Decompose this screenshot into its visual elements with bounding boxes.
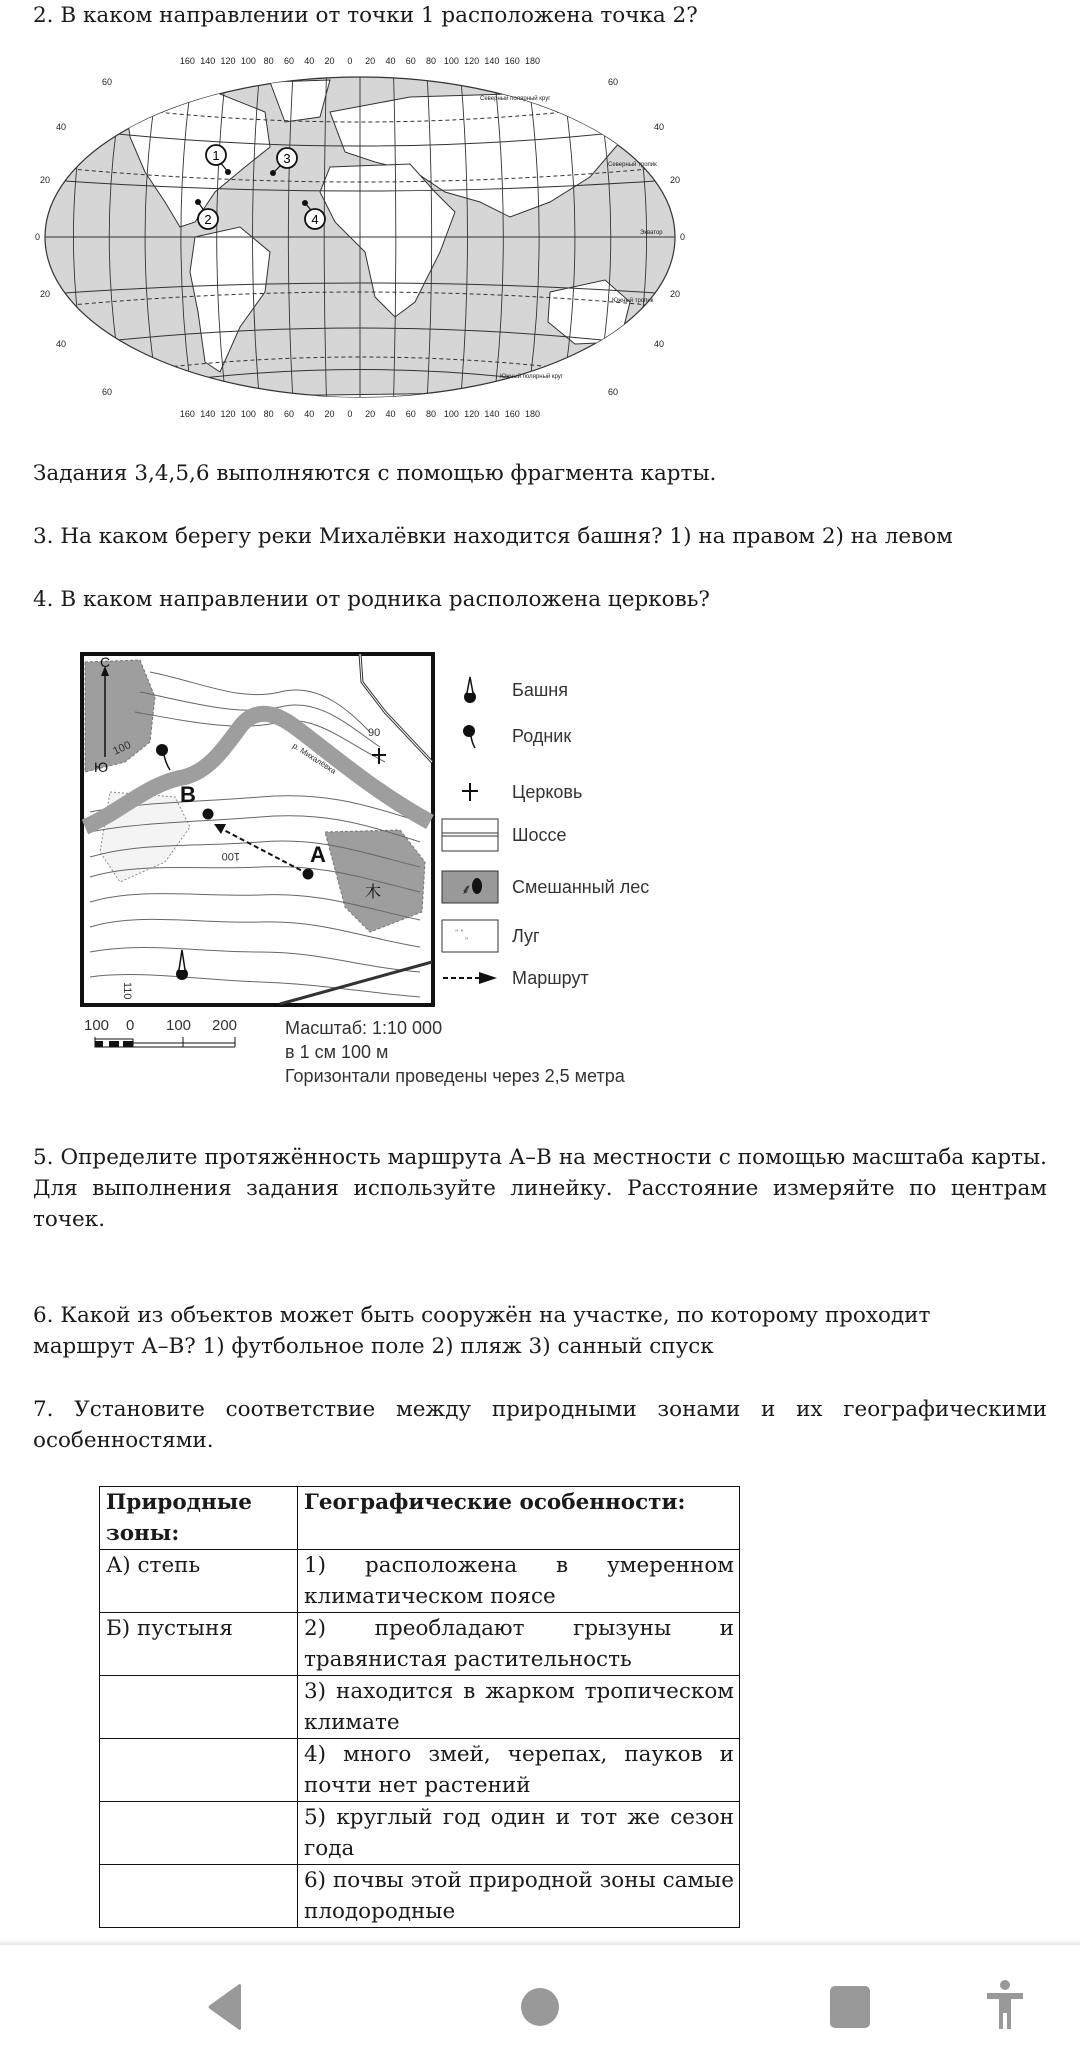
svg-text:0: 0	[126, 1017, 135, 1034]
latitude-label: 40	[653, 122, 664, 132]
latitude-label: 40	[653, 339, 664, 349]
table-header-row	[100, 1487, 740, 1550]
svg-text:3: 3	[283, 151, 291, 166]
question-5: 5. Определите протяжённость маршрута А–В на местности с помощью масштаба карты. Для выполнения задания используйте линейку. Расстояние измеряйте по центрам точек.	[33, 1145, 1047, 1232]
svg-text:200: 200	[212, 1017, 238, 1034]
longitude-label: 80	[426, 409, 437, 419]
legend-item-meadow: " " " Луг	[440, 918, 540, 954]
scale-cm: в 1 см 100 м	[285, 1042, 389, 1062]
longitude-label: 120	[464, 409, 480, 419]
longitude-label: 60	[405, 56, 416, 66]
table-row: 6) почвы этой природной зоны самые плодородные	[100, 1865, 740, 1928]
back-button[interactable]	[195, 1977, 255, 2037]
point-b-label: В	[180, 782, 196, 807]
longitude-label: 160	[504, 409, 520, 419]
question-4: 4. В каком направлении от родника расположена церковь?	[33, 587, 710, 612]
longitude-label: 160	[504, 56, 520, 66]
point-a-label: А	[310, 842, 326, 867]
longitude-label: 60	[283, 409, 294, 419]
svg-text:100: 100	[221, 850, 240, 862]
longitude-label: 20	[324, 56, 335, 66]
question-6-line-1: 6. Какой из объектов может быть сооружён на участке, по которому проходит	[33, 1303, 931, 1328]
question-6-line-2: маршрут А–В? 1) футбольное поле 2) пляж 3) санный спуск	[33, 1334, 714, 1359]
equator-label: Экватор	[640, 230, 663, 236]
legend-item-tower: Башня	[440, 672, 568, 708]
latitude-label: 60	[102, 387, 113, 397]
spring-icon	[460, 721, 480, 751]
route-arrow-icon	[441, 968, 499, 988]
bottom-longitude-labels	[180, 409, 540, 419]
highway-icon	[441, 818, 499, 852]
svg-text:1: 1	[212, 148, 220, 163]
longitude-label: 0	[347, 56, 353, 66]
accessibility-icon	[985, 1979, 1025, 2031]
tropic-north-label: Северный тропик	[608, 162, 657, 168]
top-longitude-labels	[180, 56, 540, 66]
longitude-label: 80	[263, 56, 274, 66]
longitude-label: 40	[385, 56, 396, 66]
tasks-note: Задания 3,4,5,6 выполняются с помощью фрагмента карты.	[33, 461, 717, 486]
accessibility-button[interactable]	[975, 1973, 1035, 2037]
question-7: 7. Установите соответствие между природными зонами и их географическими особенностями.	[33, 1397, 1047, 1453]
north-label: С	[100, 654, 111, 670]
latitude-label: 0	[35, 232, 41, 242]
longitude-label: 100	[240, 56, 256, 66]
recents-button[interactable]	[820, 1977, 880, 2037]
scale-bar	[80, 1015, 280, 1060]
zones-table	[99, 1486, 740, 1928]
system-navigation-bar	[0, 1945, 1080, 2061]
longitude-label: 120	[220, 409, 236, 419]
header-zones: Природные зоны:	[100, 1487, 298, 1550]
svg-text:100: 100	[166, 1017, 192, 1034]
antarctic-circle-label: Южный полярный круг	[500, 374, 563, 380]
latitude-label: 0	[679, 232, 685, 242]
table-row: 5) круглый год один и тот же сезон года	[100, 1802, 740, 1865]
latitude-label: 20	[40, 289, 51, 299]
longitude-label: 40	[304, 409, 315, 419]
home-button[interactable]	[510, 1977, 570, 2037]
question-2: 2. В каком направлении от точки 1 расположена точка 2?	[33, 3, 698, 28]
point-b-dot	[203, 809, 214, 820]
latitude-label: 40	[56, 339, 67, 349]
svg-text:100: 100	[84, 1017, 110, 1034]
table-row: Б) пустыня 2) преобладают грызуны и травянистая растительность	[100, 1613, 740, 1676]
longitude-label: 180	[525, 409, 541, 419]
longitude-label: 100	[240, 409, 256, 419]
longitude-label: 20	[365, 409, 376, 419]
longitude-label: 60	[283, 56, 294, 66]
table-row: А) степь 1) расположена в умеренном климатическом поясе	[100, 1550, 740, 1613]
tower-icon	[460, 675, 480, 705]
svg-text:4: 4	[311, 212, 319, 227]
longitude-label: 40	[385, 409, 396, 419]
longitude-label: 20	[365, 56, 376, 66]
map-legend	[440, 660, 690, 1005]
topographic-map	[80, 652, 435, 1007]
longitude-label: 140	[200, 56, 216, 66]
legend-item-mixed-forest: ⸙ Смешанный лес	[440, 869, 649, 905]
longitude-label: 140	[200, 409, 216, 419]
svg-text:" ": " "	[455, 929, 464, 937]
legend-item-highway: Шоссе	[440, 817, 567, 853]
arctic-circle-label: Северный полярный круг	[480, 96, 551, 102]
longitude-label: 120	[464, 56, 480, 66]
back-icon	[205, 1983, 245, 2031]
longitude-label: 80	[263, 409, 274, 419]
south-label: Ю	[94, 759, 109, 775]
church-icon	[460, 780, 480, 804]
latitude-label: 20	[669, 289, 680, 299]
longitude-label: 160	[179, 56, 195, 66]
longitude-label: 100	[443, 56, 459, 66]
header-features: Географические особенности:	[298, 1487, 740, 1550]
latitude-label: 60	[607, 387, 618, 397]
legend-item-spring: Родник	[440, 718, 571, 754]
svg-text:⸙: ⸙	[461, 882, 472, 898]
longitude-label: 80	[426, 56, 437, 66]
forest-symbol: ⽊	[365, 882, 382, 901]
longitude-label: 140	[484, 409, 500, 419]
longitude-label: 40	[304, 56, 315, 66]
world-map	[30, 52, 690, 422]
longitude-label: 120	[220, 56, 236, 66]
svg-text:100: 100	[111, 739, 133, 758]
legend-item-route: Маршрут	[440, 960, 589, 996]
question-3: 3. На каком берегу реки Михалёвки находится башня? 1) на правом 2) на левом	[33, 524, 953, 549]
latitude-label: 40	[56, 122, 67, 132]
longitude-label: 140	[484, 56, 500, 66]
table-row: 4) много змей, черепах, пауков и почти нет растений	[100, 1739, 740, 1802]
legend-item-church: Церковь	[440, 774, 582, 810]
latitude-label: 60	[607, 77, 618, 87]
point-a-dot	[303, 869, 314, 880]
meadow-icon	[441, 919, 499, 953]
longitude-label: 100	[443, 409, 459, 419]
longitude-label: 180	[525, 56, 541, 66]
svg-text:2: 2	[204, 212, 212, 227]
longitude-label: 0	[347, 409, 353, 419]
longitude-label: 60	[405, 409, 416, 419]
latitude-label: 20	[669, 175, 680, 185]
scale-contour-interval: Горизонтали проведены через 2,5 метра	[285, 1066, 625, 1086]
svg-text:110: 110	[121, 982, 133, 1000]
home-icon	[519, 1986, 561, 2028]
river-label: р. Михалёвка	[290, 741, 338, 776]
scale-ratio: Масштаб: 1:10 000	[285, 1018, 443, 1038]
longitude-label: 160	[179, 409, 195, 419]
tropic-south-label: Южный тропик	[612, 298, 654, 304]
svg-text:90: 90	[368, 727, 381, 739]
latitude-label: 60	[102, 77, 113, 87]
svg-text:": "	[465, 937, 469, 945]
latitude-label: 20	[40, 175, 51, 185]
recents-icon	[829, 1985, 871, 2029]
longitude-label: 20	[324, 409, 335, 419]
mixed-forest-icon	[441, 870, 499, 904]
table-row: 3) находится в жарком тропическом климате	[100, 1676, 740, 1739]
